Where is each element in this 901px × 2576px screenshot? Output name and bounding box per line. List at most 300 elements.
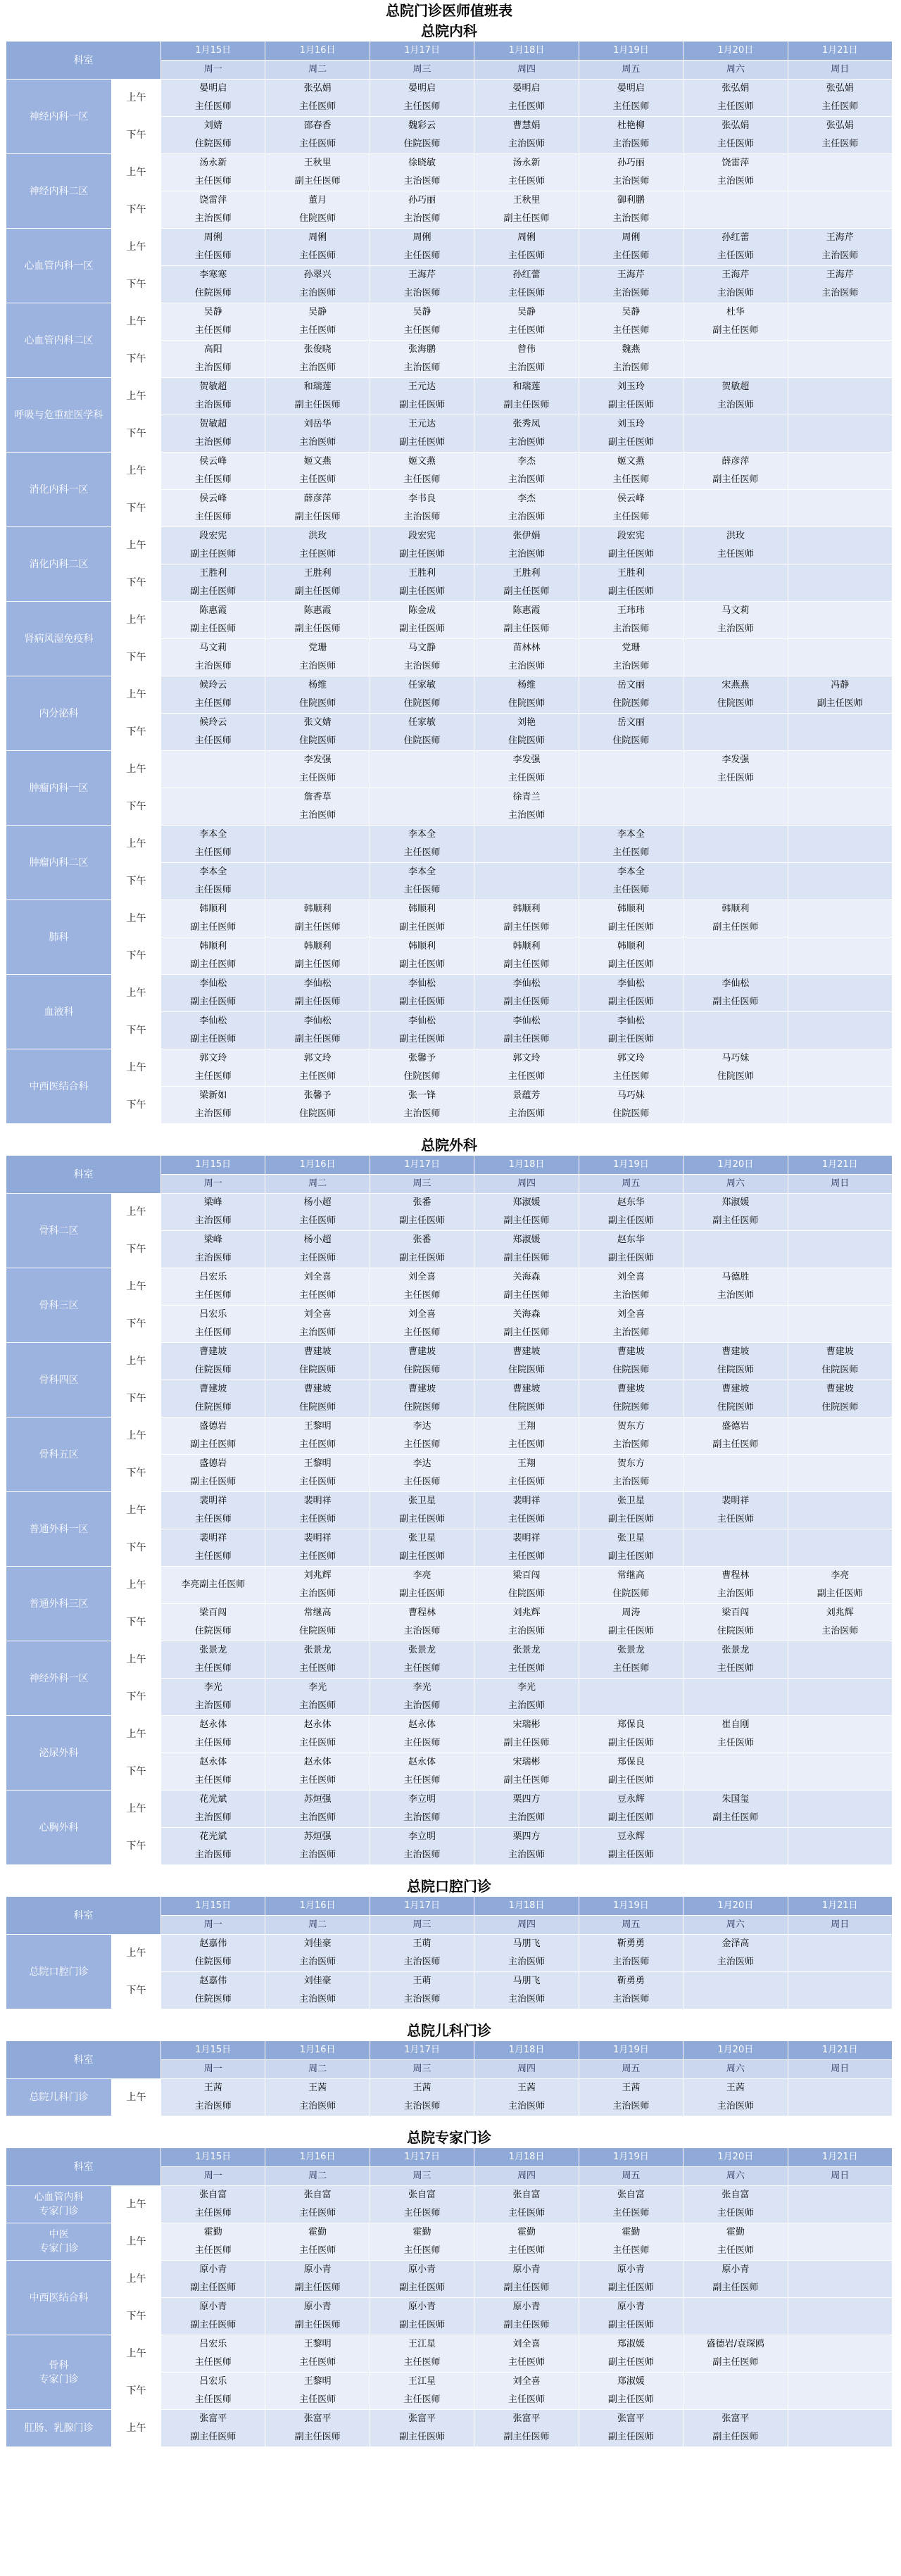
table-row	[6, 1012, 893, 1049]
doctor-cell: 原小青 副主任医师	[161, 2261, 265, 2298]
doctor-cell: 梁新如 主治医师	[161, 1087, 265, 1124]
doctor-cell: 王秋里 副主任医师	[474, 191, 579, 229]
doctor-cell	[683, 1231, 788, 1268]
doctor-cell: 李仙松 副主任医师	[161, 1012, 265, 1049]
doctor-cell	[265, 826, 370, 863]
doctor-cell: 候玲云 主任医师	[161, 676, 265, 714]
doctor-cell: 原小青 副主任医师	[474, 2298, 579, 2335]
doctor-cell: 孙巧丽 主治医师	[370, 191, 474, 229]
date-header: 1月20日	[683, 1156, 788, 1175]
department-name: 消化内科一区	[6, 453, 112, 527]
doctor-cell: 张富平 副主任医师	[161, 2410, 265, 2447]
table-row	[6, 1604, 893, 1641]
doctor-cell: 董月 住院医师	[265, 191, 370, 229]
doctor-cell: 张景龙 主任医师	[683, 1641, 788, 1679]
table-row	[6, 1641, 893, 1679]
doctor-cell: 曹建坡 住院医师	[474, 1380, 579, 1418]
doctor-cell: 张文婧 住院医师	[265, 714, 370, 751]
date-header: 1月17日	[370, 2041, 474, 2060]
department-name: 总院儿科门诊	[6, 2079, 112, 2116]
doctor-cell: 刘全喜 主任医师	[474, 2335, 579, 2373]
session-am: 上午	[112, 378, 161, 415]
session-am: 上午	[112, 1567, 161, 1604]
doctor-cell: 张秀凤 主治医师	[474, 415, 579, 453]
department-name: 消化内科二区	[6, 527, 112, 602]
department-name: 神经内科二区	[6, 154, 112, 229]
weekday-header: 周日	[788, 2167, 892, 2186]
doctor-cell: 张卫星 副主任医师	[370, 1492, 474, 1529]
doctor-cell: 李仙松 副主任医师	[265, 975, 370, 1012]
doctor-cell: 詹香草 主治医师	[265, 788, 370, 826]
doctor-cell: 原小青 副主任医师	[474, 2261, 579, 2298]
weekday-header: 周二	[265, 61, 370, 80]
weekday-header: 周六	[683, 2167, 788, 2186]
doctor-cell: 李发强 主任医师	[683, 751, 788, 788]
date-header: 1月20日	[683, 42, 788, 61]
doctor-cell: 御利鹏 主治医师	[579, 191, 683, 229]
doctor-cell: 王胜利 副主任医师	[265, 564, 370, 602]
doctor-cell	[788, 1231, 892, 1268]
weekday-header: 周一	[161, 1916, 265, 1935]
doctor-cell: 张自富 主任医师	[474, 2186, 579, 2223]
doctor-cell: 王茜 主治医师	[474, 2079, 579, 2116]
section-title: 总院儿科门诊	[6, 2021, 893, 2040]
table-row	[6, 527, 893, 564]
table-row	[6, 378, 893, 415]
doctor-cell: 崔自刚 主任医师	[683, 1716, 788, 1753]
doctor-cell: 岳文丽 住院医师	[579, 676, 683, 714]
session-pm: 下午	[112, 1604, 161, 1641]
doctor-cell: 霍勤 主任医师	[265, 2223, 370, 2261]
doctor-cell: 栗四方 主治医师	[474, 1828, 579, 1865]
doctor-cell: 郑淑媛 副主任医师	[474, 1194, 579, 1231]
doctor-cell: 王萌 主治医师	[370, 1935, 474, 1972]
doctor-cell	[683, 1753, 788, 1791]
doctor-cell: 常继高 住院医师	[579, 1567, 683, 1604]
doctor-cell: 曹建坡 住院医师	[265, 1380, 370, 1418]
doctor-cell: 曹建坡 住院医师	[370, 1380, 474, 1418]
doctor-cell	[683, 1012, 788, 1049]
table-row	[6, 490, 893, 527]
doctor-cell	[788, 341, 892, 378]
doctor-cell: 宋瑞彬 副主任医师	[474, 1753, 579, 1791]
doctor-cell: 王江星 主任医师	[370, 2373, 474, 2410]
session-pm: 下午	[112, 1087, 161, 1124]
session-am: 上午	[112, 2410, 161, 2447]
weekday-header: 周三	[370, 1175, 474, 1194]
doctor-cell: 曾伟 主治医师	[474, 341, 579, 378]
table-row	[6, 266, 893, 303]
doctor-cell: 饶雷萍 主治医师	[683, 154, 788, 191]
doctor-cell: 苗林林 主治医师	[474, 639, 579, 676]
doctor-cell: 王翔 主任医师	[474, 1455, 579, 1492]
doctor-cell: 赵永体 主任医师	[265, 1753, 370, 1791]
doctor-cell: 刘兆辉 主治医师	[474, 1604, 579, 1641]
session-am: 上午	[112, 2079, 161, 2116]
doctor-cell: 原小青 副主任医师	[265, 2298, 370, 2335]
doctor-cell: 曹建坡 住院医师	[788, 1343, 892, 1380]
date-header: 1月15日	[161, 2041, 265, 2060]
weekday-header: 周日	[788, 1175, 892, 1194]
session-am: 上午	[112, 303, 161, 341]
schedule-sections	[6, 21, 893, 2447]
doctor-cell	[788, 826, 892, 863]
doctor-cell: 靳勇勇 主治医师	[579, 1972, 683, 2009]
doctor-cell: 马文莉 主治医师	[161, 639, 265, 676]
doctor-cell	[788, 788, 892, 826]
doctor-cell	[683, 191, 788, 229]
doctor-cell: 张俊晓 主治医师	[265, 341, 370, 378]
session-am: 上午	[112, 1492, 161, 1529]
doctor-cell: 张卫星 副主任医师	[579, 1492, 683, 1529]
weekday-header: 周六	[683, 61, 788, 80]
date-header: 1月20日	[683, 1897, 788, 1916]
doctor-cell: 杜艳柳 主治医师	[579, 117, 683, 154]
department-name: 骨科 专家门诊	[6, 2335, 112, 2410]
doctor-cell: 李发强 主任医师	[474, 751, 579, 788]
table-row	[6, 639, 893, 676]
session-am: 上午	[112, 2335, 161, 2373]
date-header: 1月17日	[370, 1897, 474, 1916]
doctor-cell: 张番 副主任医师	[370, 1194, 474, 1231]
date-header: 1月19日	[579, 2148, 683, 2167]
session-pm: 下午	[112, 191, 161, 229]
doctor-cell: 张富平 副主任医师	[265, 2410, 370, 2447]
doctor-cell	[788, 1753, 892, 1791]
dept-header: 科室	[6, 1897, 161, 1935]
table-row	[6, 1418, 893, 1455]
doctor-cell: 李杰 主治医师	[474, 453, 579, 490]
doctor-cell: 李书良 主治医师	[370, 490, 474, 527]
doctor-cell: 郑淑媛 副主任医师	[579, 2335, 683, 2373]
department-name: 中医 专家门诊	[6, 2223, 112, 2261]
doctor-cell: 刘岳华 主治医师	[265, 415, 370, 453]
doctor-cell: 姬文燕 主任医师	[265, 453, 370, 490]
doctor-cell: 裴明祥 主任医师	[265, 1529, 370, 1567]
doctor-cell	[788, 937, 892, 975]
doctor-cell	[161, 751, 265, 788]
doctor-cell: 韩顺利 副主任医师	[161, 900, 265, 937]
date-header: 1月15日	[161, 1156, 265, 1175]
doctor-cell: 郭文玲 主任医师	[579, 1049, 683, 1087]
doctor-cell: 李仙松 副主任医师	[474, 975, 579, 1012]
doctor-cell: 党珊 主治医师	[265, 639, 370, 676]
table-row	[6, 788, 893, 826]
table-row	[6, 1828, 893, 1865]
doctor-cell: 霍勤 主任医师	[161, 2223, 265, 2261]
table-row	[6, 341, 893, 378]
doctor-cell: 苏烜强 主治医师	[265, 1791, 370, 1828]
doctor-cell	[788, 453, 892, 490]
doctor-cell	[788, 2373, 892, 2410]
table-row	[6, 826, 893, 863]
table-row	[6, 117, 893, 154]
session-am: 上午	[112, 1716, 161, 1753]
dept-header: 科室	[6, 2041, 161, 2079]
doctor-cell: 李亮副主任医师	[161, 1567, 265, 1604]
date-header: 1月21日	[788, 1897, 892, 1916]
table-row	[6, 2079, 893, 2116]
table-row	[6, 2298, 893, 2335]
doctor-cell: 李本全 主任医师	[161, 826, 265, 863]
doctor-cell: 李本全 主任医师	[161, 863, 265, 900]
schedule-document	[6, 0, 893, 2447]
doctor-cell: 周俐 主任医师	[265, 229, 370, 266]
table-row	[6, 1380, 893, 1418]
department-name: 骨科五区	[6, 1418, 112, 1492]
doctor-cell: 吴静 主任医师	[370, 303, 474, 341]
department-name: 神经内科一区	[6, 80, 112, 154]
department-name: 肾病风湿免疫科	[6, 602, 112, 676]
date-header: 1月18日	[474, 2041, 579, 2060]
date-header: 1月21日	[788, 2041, 892, 2060]
doctor-cell: 郭文玲 主任医师	[161, 1049, 265, 1087]
doctor-cell: 侯云峰 主任医师	[161, 453, 265, 490]
doctor-cell: 曹建坡 住院医师	[161, 1380, 265, 1418]
weekday-header: 周一	[161, 61, 265, 80]
doctor-cell	[683, 639, 788, 676]
doctor-cell	[788, 1679, 892, 1716]
doctor-cell: 曹程林 主治医师	[683, 1567, 788, 1604]
doctor-cell: 曹建坡 住院医师	[788, 1380, 892, 1418]
session-am: 上午	[112, 1791, 161, 1828]
session-pm: 下午	[112, 1529, 161, 1567]
doctor-cell: 汤永新 主任医师	[161, 154, 265, 191]
table-row	[6, 1791, 893, 1828]
weekday-header: 周四	[474, 2167, 579, 2186]
doctor-cell: 马巧妹 住院医师	[579, 1087, 683, 1124]
doctor-cell: 曹建坡 住院医师	[579, 1343, 683, 1380]
table-row	[6, 900, 893, 937]
doctor-cell: 郑保良 副主任医师	[579, 1716, 683, 1753]
doctor-cell: 李本全 主任医师	[370, 826, 474, 863]
doctor-cell: 杜华 副主任医师	[683, 303, 788, 341]
doctor-cell	[683, 1087, 788, 1124]
doctor-cell: 李本全 主任医师	[370, 863, 474, 900]
doctor-cell: 周俐 主任医师	[161, 229, 265, 266]
doctor-cell: 孙红蕾 主任医师	[474, 266, 579, 303]
doctor-cell	[683, 415, 788, 453]
table-row	[6, 2410, 893, 2447]
doctor-cell: 王黎明 主任医师	[265, 2335, 370, 2373]
doctor-cell: 王茜 主治医师	[265, 2079, 370, 2116]
doctor-cell: 曹建坡 住院医师	[474, 1343, 579, 1380]
doctor-cell: 张自富 主任医师	[265, 2186, 370, 2223]
doctor-cell	[788, 2298, 892, 2335]
doctor-cell: 张弘娟 主任医师	[265, 80, 370, 117]
doctor-cell: 刘艳 住院医师	[474, 714, 579, 751]
session-am: 上午	[112, 975, 161, 1012]
weekday-header: 周二	[265, 1916, 370, 1935]
date-header: 1月19日	[579, 1156, 683, 1175]
dept-header: 科室	[6, 2148, 161, 2186]
department-name: 骨科四区	[6, 1343, 112, 1418]
doctor-cell: 栗四方 主治医师	[474, 1791, 579, 1828]
doctor-cell: 李仙松 副主任医师	[474, 1012, 579, 1049]
doctor-cell	[788, 1306, 892, 1343]
table-row	[6, 1343, 893, 1380]
doctor-cell	[683, 1828, 788, 1865]
doctor-cell: 王黎明 主任医师	[265, 1418, 370, 1455]
session-pm: 下午	[112, 1231, 161, 1268]
doctor-cell: 王胜利 副主任医师	[161, 564, 265, 602]
doctor-cell: 王元达 副主任医师	[370, 378, 474, 415]
doctor-cell: 张自富 主任医师	[579, 2186, 683, 2223]
weekday-header: 周五	[579, 1175, 683, 1194]
session-am: 上午	[112, 1049, 161, 1087]
doctor-cell: 王海芹 主治医师	[683, 266, 788, 303]
doctor-cell: 吕宏乐 主任医师	[161, 2373, 265, 2410]
session-am: 上午	[112, 1935, 161, 1972]
doctor-cell: 梁峰 主治医师	[161, 1194, 265, 1231]
date-header: 1月18日	[474, 42, 579, 61]
doctor-cell: 郭文玲 主任医师	[474, 1049, 579, 1087]
doctor-cell: 王玮玮 主治医师	[579, 602, 683, 639]
session-am: 上午	[112, 900, 161, 937]
doctor-cell: 豆永辉 副主任医师	[579, 1828, 683, 1865]
weekday-header: 周五	[579, 2167, 683, 2186]
doctor-cell: 候玲云 主任医师	[161, 714, 265, 751]
table-row	[6, 975, 893, 1012]
doctor-cell: 景蕴芳 主治医师	[474, 1087, 579, 1124]
doctor-cell: 王胜利 副主任医师	[474, 564, 579, 602]
doctor-cell: 霍勤 主任医师	[474, 2223, 579, 2261]
table-row	[6, 229, 893, 266]
session-am: 上午	[112, 2186, 161, 2223]
doctor-cell: 刘玉玲 副主任医师	[579, 415, 683, 453]
doctor-cell: 刘佳豪 主治医师	[265, 1935, 370, 1972]
doctor-cell: 刘兆辉 主治医师	[788, 1604, 892, 1641]
doctor-cell	[788, 1455, 892, 1492]
table-row	[6, 303, 893, 341]
doctor-cell: 孙翠兴 主治医师	[265, 266, 370, 303]
doctor-cell: 曹建坡 住院医师	[579, 1380, 683, 1418]
doctor-cell: 李本全 主任医师	[579, 863, 683, 900]
doctor-cell	[161, 788, 265, 826]
doctor-cell: 周俐 主任医师	[474, 229, 579, 266]
doctor-cell: 党珊 主治医师	[579, 639, 683, 676]
date-header: 1月21日	[788, 1156, 892, 1175]
doctor-cell: 张富平 副主任医师	[683, 2410, 788, 2447]
doctor-cell	[788, 2335, 892, 2373]
doctor-cell	[683, 1306, 788, 1343]
doctor-cell: 王胜利 副主任医师	[579, 564, 683, 602]
doctor-cell	[683, 1679, 788, 1716]
doctor-cell: 韩顺利 副主任医师	[370, 937, 474, 975]
doctor-cell: 吴静 主任医师	[265, 303, 370, 341]
doctor-cell: 盛德岩 副主任医师	[161, 1455, 265, 1492]
doctor-cell: 侯云峰 主任医师	[579, 490, 683, 527]
doctor-cell: 花光斌 主治医师	[161, 1791, 265, 1828]
session-pm: 下午	[112, 1679, 161, 1716]
table-row	[6, 80, 893, 117]
table-row	[6, 1935, 893, 1972]
doctor-cell: 王胜利 副主任医师	[370, 564, 474, 602]
doctor-cell: 曹建坡 住院医师	[265, 1343, 370, 1380]
doctor-cell: 李仙松 副主任医师	[370, 975, 474, 1012]
doctor-cell: 薛彦萍 副主任医师	[683, 453, 788, 490]
doctor-cell	[788, 2261, 892, 2298]
doctor-cell	[788, 1641, 892, 1679]
session-pm: 下午	[112, 1380, 161, 1418]
doctor-cell: 吴静 主任医师	[161, 303, 265, 341]
table-row	[6, 453, 893, 490]
session-am: 上午	[112, 2223, 161, 2261]
doctor-cell: 张景龙 主任医师	[265, 1641, 370, 1679]
doctor-cell: 赵东华 副主任医师	[579, 1194, 683, 1231]
date-header: 1月15日	[161, 1897, 265, 1916]
doctor-cell: 贺敏超 主治医师	[161, 378, 265, 415]
doctor-cell: 张弘娟 主任医师	[788, 117, 892, 154]
doctor-cell: 周俐 主任医师	[579, 229, 683, 266]
doctor-cell: 张景龙 主任医师	[370, 1641, 474, 1679]
date-header: 1月15日	[161, 2148, 265, 2167]
doctor-cell: 王黎明 主任医师	[265, 2373, 370, 2410]
doctor-cell: 段宏宪 副主任医师	[161, 527, 265, 564]
doctor-cell: 刘全喜 主任医师	[370, 1268, 474, 1306]
doctor-cell: 贺敏超 主治医师	[683, 378, 788, 415]
session-am: 上午	[112, 826, 161, 863]
doctor-cell: 任家敏 住院医师	[370, 676, 474, 714]
doctor-cell: 贺东方 主治医师	[579, 1418, 683, 1455]
date-header: 1月19日	[579, 1897, 683, 1916]
table-row	[6, 1268, 893, 1306]
table-row	[6, 2373, 893, 2410]
doctor-cell: 原小青 副主任医师	[161, 2298, 265, 2335]
department-name: 骨科二区	[6, 1194, 112, 1268]
doctor-cell: 陈惠霞 副主任医师	[474, 602, 579, 639]
department-name: 呼吸与危重症医学科	[6, 378, 112, 453]
department-name: 骨科三区	[6, 1268, 112, 1343]
doctor-cell: 霍勤 主任医师	[370, 2223, 474, 2261]
weekday-header: 周五	[579, 2060, 683, 2079]
doctor-cell	[788, 2223, 892, 2261]
doctor-cell: 李仙松 副主任医师	[370, 1012, 474, 1049]
department-name: 心血管内科一区	[6, 229, 112, 303]
date-header: 1月18日	[474, 1156, 579, 1175]
doctor-cell: 李仙松 副主任医师	[579, 975, 683, 1012]
doctor-cell: 张景龙 主任医师	[161, 1641, 265, 1679]
weekday-header: 周日	[788, 1916, 892, 1935]
doctor-cell: 杨小超 主任医师	[265, 1231, 370, 1268]
department-name: 肺科	[6, 900, 112, 975]
doctor-cell: 霍勤 主任医师	[579, 2223, 683, 2261]
table-row	[6, 564, 893, 602]
doctor-cell: 刘全喜 主任医师	[265, 1268, 370, 1306]
doctor-cell	[265, 863, 370, 900]
section-title: 总院专家门诊	[6, 2128, 893, 2147]
doctor-cell: 宋燕燕 住院医师	[683, 676, 788, 714]
doctor-cell: 盛德岩/袁琛鸥 副主任医师	[683, 2335, 788, 2373]
doctor-cell: 韩顺利 副主任医师	[474, 900, 579, 937]
date-header: 1月21日	[788, 2148, 892, 2167]
doctor-cell	[788, 1012, 892, 1049]
doctor-cell	[788, 1087, 892, 1124]
department-name: 肿瘤内科一区	[6, 751, 112, 826]
session-pm: 下午	[112, 117, 161, 154]
table-row	[6, 751, 893, 788]
section-title: 总院内科	[6, 21, 893, 41]
doctor-cell: 韩顺利 副主任医师	[579, 900, 683, 937]
doctor-cell: 韩顺利 副主任医师	[265, 900, 370, 937]
session-am: 上午	[112, 751, 161, 788]
doctor-cell: 曹慧娟 主治医师	[474, 117, 579, 154]
schedule-table	[6, 2040, 893, 2116]
session-pm: 下午	[112, 2298, 161, 2335]
doctor-cell	[474, 826, 579, 863]
schedule-table	[6, 1155, 893, 1865]
table-row	[6, 1194, 893, 1231]
